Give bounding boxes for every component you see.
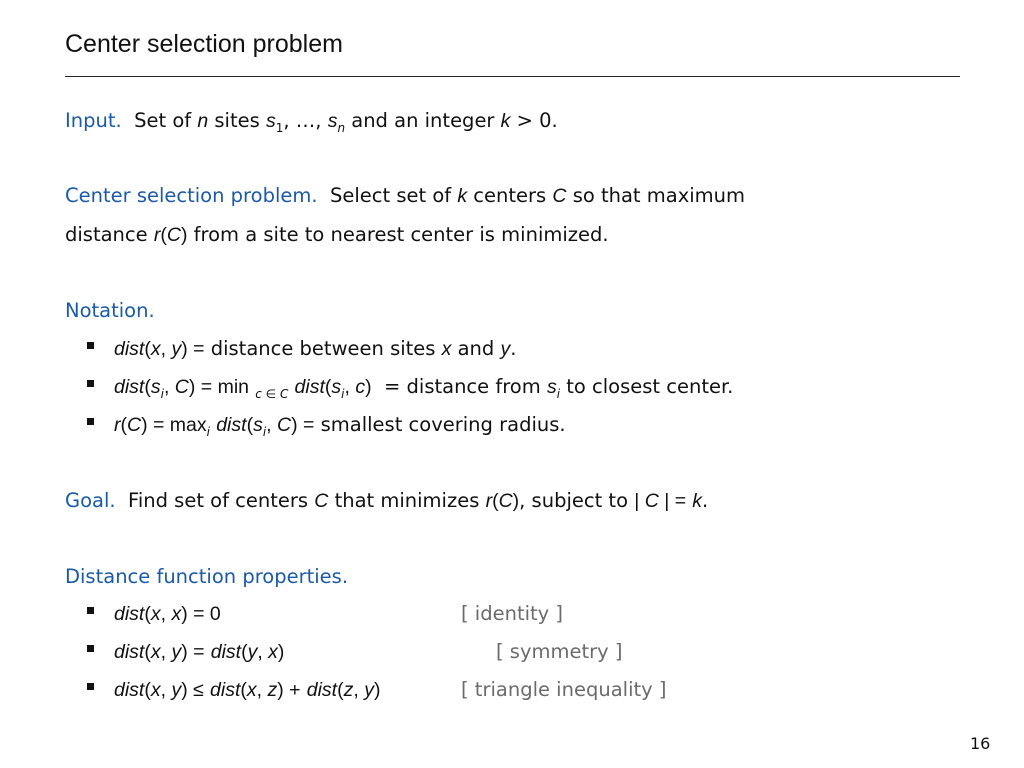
var-y: y [171, 679, 182, 701]
var-x: x [246, 679, 257, 701]
input-s1: s [265, 110, 276, 132]
problem-C2: C [166, 224, 181, 246]
paren: ) [365, 376, 372, 398]
goal-line [65, 491, 708, 512]
var-y: y [171, 338, 182, 360]
paren-equals-zero: ) = 0 [181, 603, 221, 625]
paren: ( [337, 679, 344, 701]
sub-i: i [556, 386, 561, 401]
var-x: x [150, 338, 161, 360]
input-text-1: Set of [134, 109, 192, 132]
dist-fn: dist [210, 679, 241, 701]
paren: ) [512, 490, 520, 512]
problem-paren-open: ( [160, 224, 167, 246]
dist-fn: dist [114, 338, 145, 360]
input-sub-n: n [337, 120, 346, 135]
var-s: s [546, 376, 557, 398]
sub-i: i [206, 424, 210, 439]
sub-C: C [279, 386, 289, 401]
notation-b2-text-2: to closest center. [566, 375, 734, 398]
comma: , [344, 376, 356, 398]
var-x: x [150, 603, 161, 625]
var-x: x [171, 603, 182, 625]
sub-i: i [341, 386, 345, 401]
paren-equals: ) = [291, 414, 315, 436]
comma: , [160, 603, 172, 625]
var-y: y [171, 641, 182, 663]
goal-text-1: Find set of centers [128, 489, 309, 512]
min-operator: ) = min [188, 376, 250, 398]
problem-paren-close: ) [180, 224, 188, 246]
property-triangle [114, 680, 380, 701]
comma: , [160, 338, 172, 360]
notation-b1-and: and [457, 337, 495, 360]
dist-fn: dist [210, 641, 242, 663]
comma: , [353, 679, 365, 701]
properties-lead: Distance function properties. [65, 565, 349, 588]
var-z: z [343, 679, 354, 701]
paren-plus: ) + [277, 679, 301, 701]
var-x: x [441, 338, 452, 360]
var-x: x [268, 641, 278, 663]
title-divider [65, 76, 960, 77]
paren: ) [277, 641, 285, 663]
sub-i: i [160, 386, 164, 401]
var-C: C [277, 414, 292, 436]
var-c: c [355, 376, 366, 398]
bullet-icon [87, 683, 94, 690]
dist-fn: dist [114, 679, 145, 701]
period: . [702, 489, 709, 512]
var-r: r [114, 414, 121, 436]
var-s: s [253, 414, 263, 436]
dist-fn: dist [114, 376, 145, 398]
page-number: 16 [970, 734, 991, 753]
goal-text-2: that minimizes [334, 489, 480, 512]
notation-lead: Notation. [65, 299, 155, 322]
var-C: C [644, 490, 659, 512]
problem-line-1 [65, 186, 745, 207]
bullet-icon [87, 645, 94, 652]
var-y: y [364, 679, 374, 701]
problem-lead: Center selection problem. [65, 184, 318, 207]
abs-bar: | [634, 490, 645, 512]
comma: , [257, 641, 269, 663]
input-text-2: sites [214, 109, 260, 132]
paren: ( [144, 603, 151, 625]
input-n: n [197, 110, 209, 132]
problem-text-2: centers [473, 184, 547, 207]
input-k: k [500, 110, 511, 132]
paren: ) [373, 679, 381, 701]
bullet-icon [87, 607, 94, 614]
goal-text-3: , subject to [519, 489, 629, 512]
paren-equals: ) = [181, 641, 205, 663]
comma: , [160, 641, 172, 663]
dist-fn: dist [114, 603, 145, 625]
bullet-icon [87, 342, 94, 349]
problem-line-2 [65, 225, 609, 246]
comma: , [266, 414, 277, 436]
paren: ( [240, 679, 247, 701]
notation-b1-text: distance between sites [210, 337, 436, 360]
bullet-icon [87, 418, 94, 425]
var-C: C [127, 414, 142, 436]
comma: , [163, 376, 175, 398]
triangle-note: [ triangle inequality ] [461, 678, 667, 701]
period: . [510, 337, 517, 360]
dist-fn: dist [216, 414, 247, 436]
paren: ( [144, 338, 151, 360]
notation-bullet-2 [114, 377, 733, 400]
dist-fn: dist [306, 679, 338, 701]
symmetry-note: [ symmetry ] [496, 640, 623, 663]
paren: ( [246, 414, 254, 436]
bullet-icon [87, 380, 94, 387]
paren: ( [241, 641, 248, 663]
paren: ( [144, 376, 151, 398]
input-line [65, 111, 558, 134]
problem-text-3: so that maximum [572, 184, 746, 207]
problem-line2-text-2: from a site to nearest center is minimized. [193, 223, 609, 246]
var-C: C [498, 490, 513, 512]
property-symmetry [114, 642, 284, 663]
var-r: r [485, 490, 493, 512]
input-ellipsis: , …, [283, 109, 322, 132]
input-tail: > 0. [516, 109, 558, 132]
input-lead: Input. [65, 109, 122, 132]
comma: , [160, 679, 172, 701]
max-operator: ) = max [141, 414, 207, 436]
abs-bar-equals: | = [658, 490, 687, 512]
identity-note: [ identity ] [461, 602, 564, 625]
dist-fn: dist [114, 641, 145, 663]
problem-line2-text-1: distance [65, 223, 148, 246]
dist-fn: dist [294, 376, 325, 398]
var-C: C [314, 490, 329, 512]
property-identity [114, 604, 221, 625]
notation-bullet-3 [114, 415, 566, 438]
notation-bullet-1 [114, 339, 516, 360]
notation-b3-text: smallest covering radius. [320, 413, 566, 436]
var-x: x [150, 679, 161, 701]
paren-equals: ) = [181, 338, 205, 360]
paren: ( [120, 414, 127, 436]
input-sub-1: 1 [275, 120, 284, 135]
paren: ( [324, 376, 332, 398]
problem-k: k [457, 185, 468, 207]
input-text-3: and an integer [351, 109, 495, 132]
var-s: s [150, 376, 161, 398]
paren-leq: ) ≤ [181, 679, 204, 701]
sub-i: i [262, 424, 267, 439]
paren: ( [144, 679, 151, 701]
var-k: k [692, 490, 703, 512]
comma: , [256, 679, 268, 701]
goal-lead: Goal. [65, 489, 116, 512]
paren: ( [144, 641, 151, 663]
var-y: y [247, 641, 258, 663]
notation-b2-text-1: = distance from [383, 375, 541, 398]
input-sn: s [327, 110, 338, 132]
var-x: x [150, 641, 161, 663]
var-s: s [331, 376, 342, 398]
problem-text-1: Select set of [329, 184, 452, 207]
problem-r: r [153, 224, 161, 246]
sub-c: c [255, 386, 262, 401]
sub-in: ∈ [261, 386, 280, 401]
var-y: y [500, 338, 511, 360]
var-C: C [174, 376, 189, 398]
paren: ( [492, 490, 499, 512]
var-z: z [267, 679, 278, 701]
slide-title: Center selection problem [65, 30, 343, 58]
problem-C: C [552, 185, 567, 207]
